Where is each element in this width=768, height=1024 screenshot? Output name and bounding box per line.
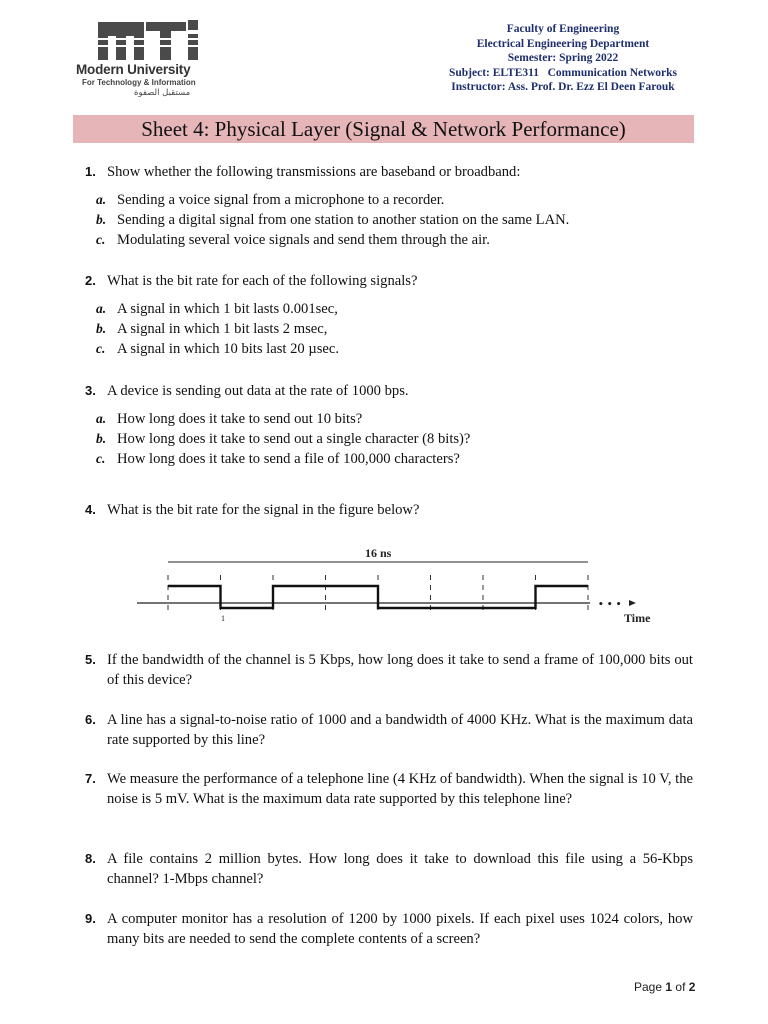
sub-question	[96, 339, 693, 359]
sub-text: A signal in which 1 bit lasts 0.001sec,	[117, 301, 338, 317]
duration-label: 16 ns	[365, 546, 392, 560]
university-logo	[76, 14, 221, 96]
level-label: 1	[221, 614, 225, 623]
sub-question	[96, 429, 693, 449]
sub-letter: c.	[96, 232, 106, 247]
time-arrow-icon	[629, 600, 636, 606]
sub-question	[96, 449, 693, 469]
sub-text: How long does it take to send out 10 bits?	[117, 411, 363, 427]
question-number: 3.	[85, 383, 96, 398]
semester: Semester: Spring 2022	[507, 52, 619, 64]
question-number: 1.	[85, 164, 96, 179]
question-9	[85, 909, 693, 949]
question-text: A device is sending out data at the rate of 1000 bps.	[107, 383, 409, 399]
question-text: What is the bit rate for the signal in the figure below?	[107, 502, 420, 518]
faculty-name: Faculty of Engineering	[506, 23, 620, 35]
university-name: Modern University	[76, 62, 191, 77]
question-number: 5.	[85, 652, 96, 667]
sub-question	[96, 230, 693, 250]
question-6	[85, 710, 693, 750]
sub-letter: a.	[96, 411, 107, 426]
sub-question	[96, 190, 693, 210]
of-word: of	[675, 980, 686, 994]
instructor: Instructor: Ass. Prof. Dr. Ezz El Deen Farouk	[451, 81, 675, 93]
sheet-title: Sheet 4: Physical Layer (Signal & Network Performance)	[73, 115, 694, 143]
question-2	[85, 271, 693, 359]
sub-letter: a.	[96, 301, 107, 316]
question-text: A file contains 2 million bytes. How long does it take to download this file using a 56-Kbps channel? 1-Mbps channel?	[107, 851, 693, 887]
question-number: 4.	[85, 502, 96, 517]
page-total: 2	[688, 980, 696, 994]
mti-logo-icon	[76, 14, 221, 62]
sub-text: A signal in which 1 bit lasts 2 msec,	[117, 321, 328, 337]
university-arabic-slogan: مستقبل الصفوة	[134, 88, 191, 98]
question-text: We measure the performance of a telephone line (4 KHz of bandwidth). When the signal is 10 V, the noise is 5 mV. What is the maximum data rate supported by this telephone line?	[107, 771, 693, 807]
sub-question	[96, 210, 693, 230]
sub-letter: a.	[96, 192, 107, 207]
page-number	[634, 980, 695, 994]
sub-letter: b.	[96, 212, 107, 227]
question-5	[85, 650, 693, 690]
question-number: 7.	[85, 771, 96, 786]
question-text: If the bandwidth of the channel is 5 Kbps, how long does it take to send a frame of 100,000 bits out of this device?	[107, 652, 693, 688]
sub-question	[96, 319, 693, 339]
sub-text: Sending a digital signal from one station to another station on the same LAN.	[117, 212, 570, 228]
question-1	[85, 162, 693, 250]
question-text: A line has a signal-to-noise ratio of 1000 and a bandwidth of 4000 KHz. What is the maximum data rate supported by this line?	[107, 712, 693, 748]
page-current: 1	[665, 980, 673, 994]
subject: Subject: ELTE311 Communication Networks	[449, 66, 677, 79]
sub-text: How long does it take to send out a single character (8 bits)?	[117, 431, 471, 447]
dots-label: • • •	[598, 600, 622, 610]
question-text: What is the bit rate for each of the following signals?	[107, 273, 418, 289]
question-number: 2.	[85, 273, 96, 288]
university-tagline: For Technology & Information	[82, 78, 196, 87]
sub-question	[96, 409, 693, 429]
sub-letter: b.	[96, 321, 107, 336]
page-word: Page	[634, 980, 663, 994]
question-text: Show whether the following transmissions are baseband or broadband:	[107, 164, 521, 180]
sub-question	[96, 299, 693, 319]
sub-text: Modulating several voice signals and send them through the air.	[117, 232, 490, 248]
question-number: 6.	[85, 712, 96, 727]
signal-waveform	[168, 586, 588, 608]
sub-text: How long does it take to send a file of 100,000 characters?	[117, 451, 460, 467]
signal-diagram	[135, 540, 660, 630]
sub-letter: b.	[96, 431, 107, 446]
department-name: Electrical Engineering Department	[476, 37, 650, 50]
question-8	[85, 849, 693, 889]
sub-text: A signal in which 10 bits last 20 µsec.	[117, 341, 340, 357]
sub-letter: c.	[96, 451, 106, 466]
question-text: A computer monitor has a resolution of 1200 by 1000 pixels. If each pixel uses 1024 colors, how many bits are needed to send the complete contents of a screen?	[107, 911, 693, 947]
question-7	[85, 769, 693, 809]
question-number: 9.	[85, 911, 96, 926]
signal-figure	[135, 540, 660, 630]
sub-text: Sending a voice signal from a microphone to a recorder.	[117, 192, 445, 208]
time-label: Time	[624, 611, 651, 625]
question-4	[85, 500, 693, 520]
question-3	[85, 381, 693, 469]
sub-letter: c.	[96, 341, 106, 356]
course-header	[433, 22, 693, 95]
question-number: 8.	[85, 851, 96, 866]
